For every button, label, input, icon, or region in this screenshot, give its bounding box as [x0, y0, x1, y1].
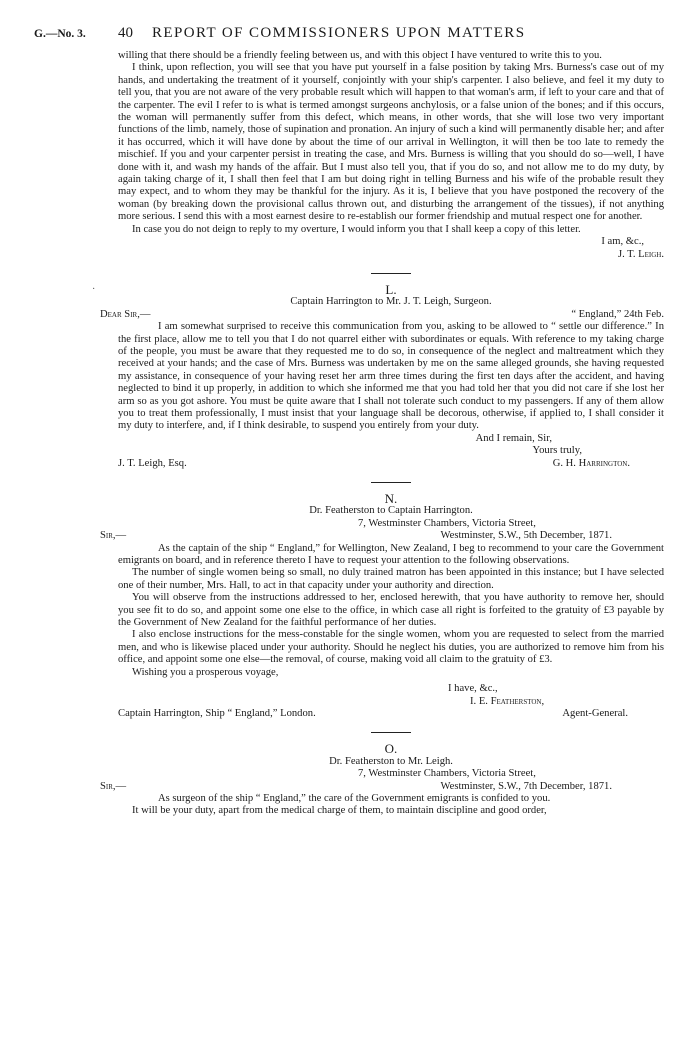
signature-row [118, 458, 664, 470]
letter-heading: Dr. Featherston to Mr. Leigh. [329, 755, 453, 767]
signature: J. T. Leigh. [617, 248, 664, 260]
paragraph: Wishing you a prosperous voyage, [132, 666, 279, 678]
place-date: “ England,” 24th Feb. [571, 308, 664, 320]
salutation-row [100, 781, 664, 793]
salutation: Dear Sir,— [100, 308, 151, 320]
paragraph: willing that there should be a friendly feeling between us, and with this object I have ventured to write this to you. [118, 50, 602, 61]
address-line: 7, Westminster Chambers, Victoria Street, [358, 517, 536, 529]
letter-label: O. [384, 741, 398, 757]
signature-title: Agent-General. [562, 707, 628, 719]
page-number: 40 [118, 25, 133, 41]
addressee: J. T. Leigh, Esq. [118, 457, 187, 469]
letter-label: L. [385, 281, 397, 297]
closing: And I remain, Sir, [475, 432, 552, 444]
paragraph: I also enclose instructions for the mess-constable for the single women, whom you are requested to select from the married men, and who is likewise placed under your authority. Should he neglect his duties, you are authorized to remove him from his office, and appoint some one else—the removal, of course, making void all claim to the gratuity of £3. [118, 629, 664, 666]
salutation-row [100, 530, 664, 542]
paragraph: It will be your duty, apart from the medical charge of them, to maintain discipline and good order, [132, 805, 547, 817]
salutation: Sir,— [100, 780, 127, 792]
paragraph: I am somewhat surprised to receive this communication from you, asking to be allowed to “ settle our difference.” In the first place, allow me to tell you that I do not quarrel either with subordinates or equals. With reference to my taking charge of the people, you must be aware that they requested me to do so, in consequence of the neglect and maltreatment which they received at your hands; and the case of Mrs. Burness was undertaken by me on the same alleged grounds, she having requested my assistance, in consequence of your having reset her arm three times during the first ten days after the accident, and having neglected to bind it up properly, in addition to which she informed me that you had told her that you did not care if she lost her arm so as you got ashore. You must be quite aware that I shall not tolerate such conduct to my passengers. If any of them allow you to treat them professionally, I must insist that your language shall be decorous, otherwise, if applied to, I shall consider it my duty to interfere, and, if I think desirable, to suspend you entirely from your duty. [118, 321, 664, 432]
paragraph: You will observe from the instructions addressed to her, enclosed herewith, that you have authority to remove her, should you see fit to do so, and appoint some one else to the office, in which case all right is forfeited to the gratuity of £3 payable by the Government of New Zealand for the faithful performance of her duties. [118, 592, 664, 629]
closing: I have, &c., [448, 683, 498, 695]
running-title: REPORT OF COMMISSIONERS UPON MATTERS [152, 25, 526, 41]
address-line: 7, Westminster Chambers, Victoria Street, [358, 768, 536, 780]
letter-heading: Captain Harrington to Mr. J. T. Leigh, Surgeon. [290, 296, 492, 308]
letter-label: N. [384, 491, 398, 506]
section-divider [371, 732, 411, 733]
signature: I. E. Featherston, [470, 695, 545, 707]
letter-heading: Dr. Featherston to Captain Harrington. [309, 505, 473, 517]
paragraph: In case you do not deign to reply to my overture, I would inform you that I shall keep a copy of this letter. [132, 223, 581, 235]
salutation: Sir,— [100, 530, 127, 542]
address-line: Westminster, S.W., 5th December, 1871. [440, 530, 612, 542]
salutation-row [100, 309, 664, 321]
page-header [34, 24, 666, 44]
section-divider [371, 482, 411, 483]
paragraph: I think, upon reflection, you will see that you have put yourself in a false position by taking Mrs. Burness's case out of my hands, and undertaking the treatment of it yourself, conjointly with your ship's carpenter. I also believe, and feel it my duty to tell you, that you are not aware of the very probable result which will happen to that woman's arm, if left to your care and that of the carpenter. The evil I refer to is what is termed amongst surgeons anchylosis, or a false union of the bones; and if this occurs, the woman will permanently suffer from this defect, which means, in other words, that she will lose two very important functions of the limb, namely, those of supination and pronation. An injury of such a kind will permanently disable her; and after it has occurred, which it will have done by about the time of our arrival in Wellington, it will then be too late to remedy the mischief. If you and your carpenter persist in treating the case, and Mrs. Burness is willing that you should do so—well, I have done with it, and wash my hands of the affair. But I must also tell you, that if you do so, and not allow me to do my duty, by again taking charge of it, I shall then feel that I am but doing right in telling Burness and his wife of the probable result they may expect, and to whom they may be thankful for the injury. As it is, I believe that you have postponed the recovery of the woman (by breaking down the provisional callus thrown out, and disturbing the arrangement of the tissues), if not anything more serious. I send this with a most earnest desire to re-establish our former friendship and mutual respect one for another. [118, 62, 664, 223]
addressee: Captain Harrington, Ship “ England,” London. [118, 707, 316, 719]
paragraph: The number of single women being so small, no duly trained matron has been appointed in this instance; but I have selected one of their number, Mrs. Hall, to act in that capacity under your authority and direction. [118, 567, 664, 591]
closing: I am, &c., [601, 236, 644, 248]
page-body [100, 50, 664, 818]
document-reference: G.—No. 3. [34, 28, 86, 40]
paragraph: As the captain of the ship “ England,” for Wellington, New Zealand, I beg to recommend to your care the Government emigrants on board, and in reference thereto I have to request your attention to the following observations. [118, 542, 664, 567]
closing: Yours truly, [532, 445, 582, 457]
section-divider [371, 273, 411, 274]
margin-mark: · [92, 284, 96, 295]
paragraph: As surgeon of the ship “ England,” the care of the Government emigrants is confided to you. [158, 792, 551, 804]
address-line: Westminster, S.W., 7th December, 1871. [440, 780, 612, 792]
signature-row [118, 708, 664, 720]
signature: G. H. Harrington. [552, 457, 630, 469]
